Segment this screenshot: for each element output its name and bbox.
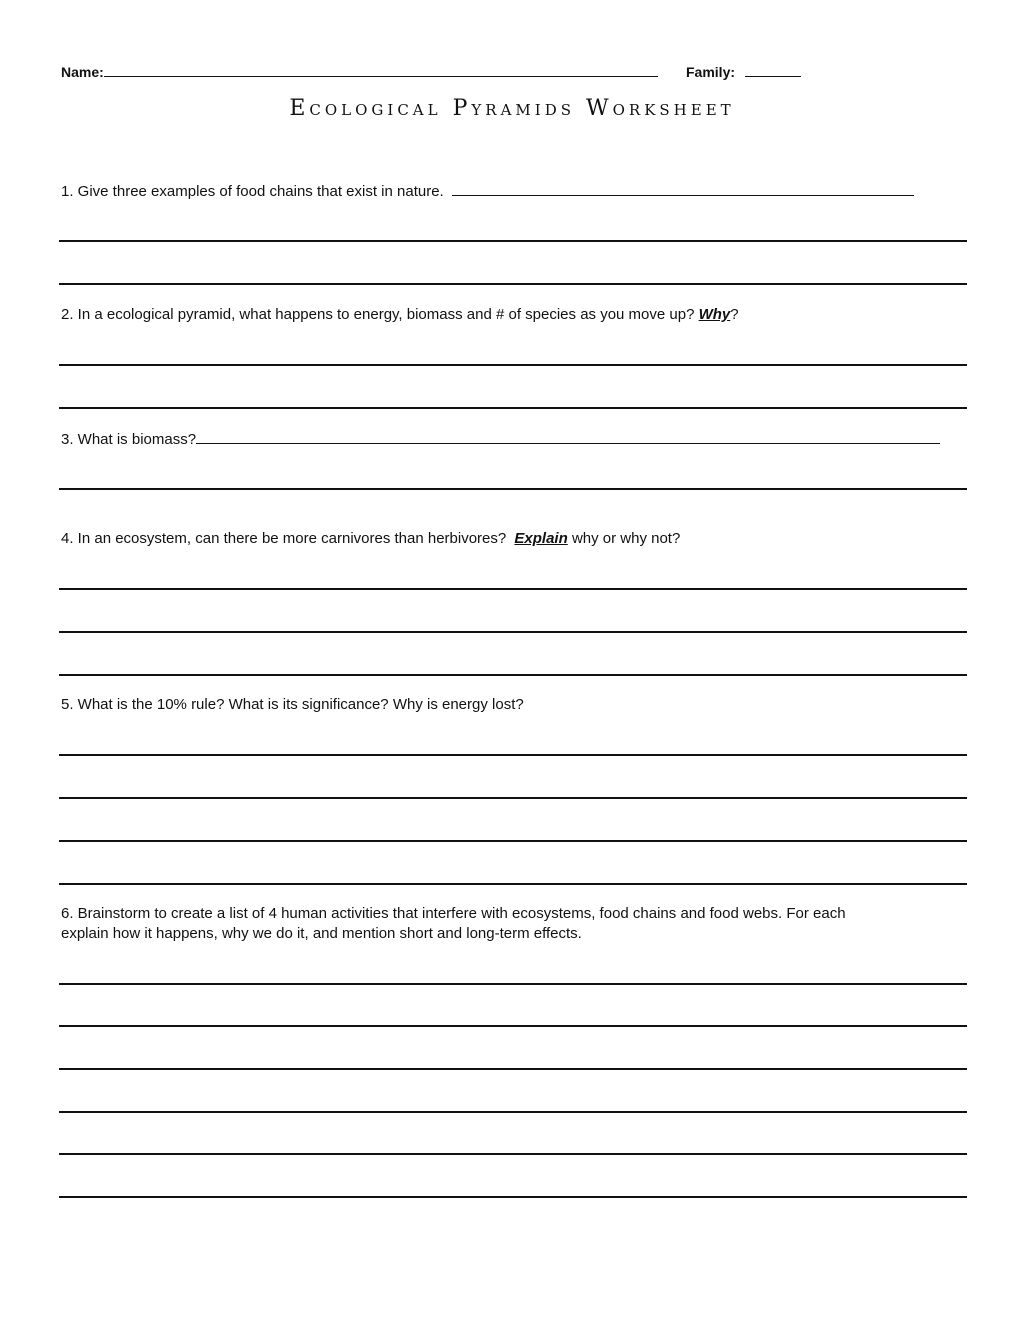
answer-line[interactable] [59,588,967,590]
question-4-text: 4. In an ecosystem, can there be more carnivores than herbivores? [61,530,507,547]
question-1-text: 1. Give three examples of food chains that exist in nature. [61,183,444,200]
answer-line[interactable] [59,1153,967,1155]
question-1 [61,181,914,202]
question-1-inline-blank[interactable] [452,181,914,196]
answer-line[interactable] [59,407,967,409]
page-title: Ecological Pyramids Worksheet [289,96,735,121]
question-6 [61,904,961,944]
answer-line[interactable] [59,488,967,490]
answer-line[interactable] [59,631,967,633]
name-field[interactable] [61,62,658,82]
answer-line[interactable] [59,240,967,242]
question-2-emphasis: Why [698,306,731,323]
family-label: Family: [686,64,736,80]
answer-line[interactable] [59,797,967,799]
question-3 [61,429,940,450]
question-2-text-after: ? [730,306,739,323]
question-2-text: 2. In a ecological pyramid, what happens to energy, biomass and # of species as you move up? [61,306,695,323]
question-3-inline-blank[interactable] [196,429,940,444]
answer-line[interactable] [59,1025,967,1027]
answer-line[interactable] [59,674,967,676]
question-3-text: 3. What is biomass? [61,431,197,448]
answer-line[interactable] [59,983,967,985]
answer-line[interactable] [59,754,967,756]
answer-line[interactable] [59,1111,967,1113]
answer-line[interactable] [59,840,967,842]
name-blank[interactable] [104,62,658,77]
question-4-text-after: why or why not? [571,530,681,547]
answer-line[interactable] [59,883,967,885]
family-field[interactable] [686,62,801,82]
answer-line[interactable] [59,1068,967,1070]
answer-line[interactable] [59,283,967,285]
answer-line[interactable] [59,364,967,366]
question-6-text-line-1: 6. Brainstorm to create a list of 4 human activities that interfere with ecosystems, food chains and food webs. For each [61,905,846,922]
question-4-emphasis: Explain [514,530,568,547]
question-5-text: 5. What is the 10% rule? What is its significance? Why is energy lost? [61,696,524,713]
question-6-text-line-2: explain how it happens, why we do it, and mention short and long-term effects. [61,925,582,942]
question-5 [61,695,524,715]
answer-line[interactable] [59,1196,967,1198]
question-4 [61,529,680,549]
name-label: Name: [61,64,104,80]
question-2 [61,305,739,325]
family-blank[interactable] [745,62,801,77]
